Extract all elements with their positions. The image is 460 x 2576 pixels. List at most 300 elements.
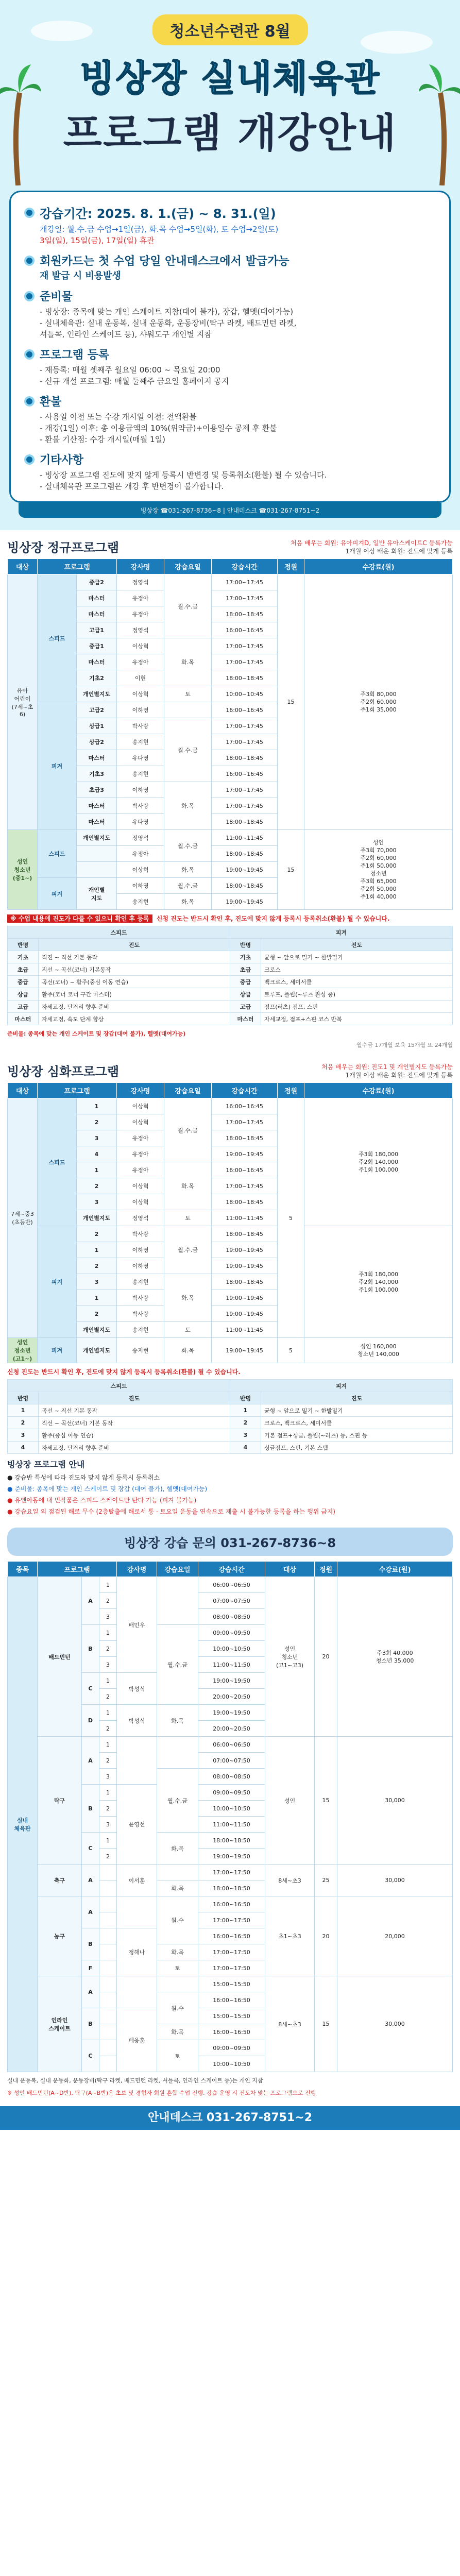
level-cell: 중급 [230, 976, 261, 988]
session-cell [99, 2040, 117, 2056]
progress-cell: 점프(러츠) 점프, 스핀 [261, 1001, 453, 1013]
regular-progress-table [7, 926, 453, 1025]
level-cell: 기초 [230, 951, 261, 963]
program-level-cell: 3 [77, 1194, 117, 1210]
program-level-cell: 기초3 [77, 766, 117, 782]
sport-cell: 인라인 스케이트 [38, 1976, 82, 2072]
program-level-cell [77, 846, 117, 862]
time-cell: 15:00~15:50 [198, 2008, 265, 2024]
weekday-cell: 월.수.금 [164, 878, 212, 894]
capacity-cell: 5 [278, 1338, 304, 1363]
bullet-icon [24, 349, 35, 360]
level-cell: 상급 [8, 988, 39, 1001]
class-code-cell: C [82, 1833, 99, 1865]
table-row [8, 1896, 453, 1912]
weekday-cell [164, 702, 212, 718]
time-cell: 20:00~20:50 [198, 1721, 265, 1737]
progress-cell: 크로스 [261, 963, 453, 976]
class-code-cell: A [82, 1865, 99, 1896]
program-level-cell: 개인별지도 [77, 1338, 117, 1363]
regular-table [7, 558, 453, 910]
coach-cell: 박사랑 [117, 798, 164, 814]
coach-cell: 송지현 [117, 1338, 164, 1363]
time-cell: 16:00~16:50 [198, 1992, 265, 2008]
coach-cell: 유정아 [117, 1130, 164, 1146]
program-level-cell: 상급1 [77, 718, 117, 734]
coach-cell: 송지현 [117, 1322, 164, 1338]
coach-cell: 이서훈 [117, 1865, 157, 1896]
period-title: 강습기간: 2025. 8. 1.(금) ~ 8. 31.(일) [40, 207, 276, 221]
time-cell: 16:00~16:45 [212, 1162, 278, 1178]
time-cell: 17:00~17:45 [212, 798, 278, 814]
session-cell: 3 [99, 1609, 117, 1625]
time-cell: 19:00~19:45 [212, 1290, 278, 1306]
time-cell: 17:00~17:45 [212, 1114, 278, 1130]
coach-cell: 이상혁 [117, 638, 164, 654]
weekday-cell: 월.수.금 [157, 1625, 198, 1705]
table-row [8, 976, 453, 988]
coach-cell: 이상혁 [117, 1114, 164, 1130]
table-row [8, 1417, 453, 1429]
gym-foot: 실내 운동복, 실내 운동화, 운동장비(탁구 라켓, 배드민턴 라켓, 셔틀콕, 인라인 스케이트 등)는 개인 지참 [7, 2077, 263, 2084]
session-cell [99, 1912, 117, 1928]
weekday-cell: 화.목 [164, 894, 212, 910]
coach-cell: 윤영선 [117, 1785, 157, 1865]
coach-cell: 정영석 [117, 622, 164, 638]
coach-cell: 이상혁 [117, 686, 164, 702]
column-header: 대상 [8, 1083, 38, 1098]
class-code-cell: C [82, 2040, 99, 2072]
target-cell: 성인 청소년 (중1~) [8, 830, 38, 910]
weekday-cell: 화.목 [164, 1274, 212, 1322]
class-code-cell: C [82, 1673, 99, 1705]
table-row [8, 1013, 453, 1025]
bullet-icon [24, 208, 35, 218]
program-level-cell: 1 [77, 1242, 117, 1258]
time-cell: 10:00~10:50 [198, 1801, 265, 1817]
time-cell: 18:00~18:45 [212, 1194, 278, 1210]
session-cell: 3 [99, 1817, 117, 1833]
program-category-cell: 스피드 [38, 574, 77, 702]
program-level-cell: 3 [77, 1274, 117, 1290]
program-category-cell: 피겨 [38, 1338, 77, 1363]
weekday-cell: 토 [157, 1960, 198, 1976]
class-code-cell: A [82, 1737, 99, 1785]
coach-cell: 이현 [117, 670, 164, 686]
contact-bar: 빙상장 ☎031-267-8736~8 | 안내데스크 ☎031-267-8751~2 [19, 503, 441, 518]
class-code-cell: B [82, 1785, 99, 1833]
class-code-cell: F [82, 1960, 99, 1976]
table-row [8, 1098, 453, 1114]
program-level-cell: 개인별지도 [77, 830, 117, 846]
session-cell: 2 [99, 1593, 117, 1609]
progress-cell: 균형 ~ 앞으로 밀기 ~ 한발밀기 [261, 951, 453, 963]
sport-cell: 축구 [38, 1865, 82, 1896]
level-cell: 상급 [230, 988, 261, 1001]
table-header-row [8, 1083, 453, 1098]
category-cell: 실내 체육관 [8, 1577, 38, 2072]
capacity-cell: 5 [278, 1098, 304, 1338]
time-cell: 19:00~19:45 [212, 1242, 278, 1258]
progress-cell: 활주(코너 코너 구간 마스터) [39, 988, 230, 1001]
weekday-cell: 화.목 [164, 782, 212, 830]
coach-cell: 박사랑 [117, 1290, 164, 1306]
session-cell: 1 [99, 1577, 117, 1593]
session-cell: 2 [99, 1801, 117, 1817]
table-row [8, 1737, 453, 1753]
time-cell: 06:00~06:50 [198, 1577, 265, 1593]
column-header: 진도 [261, 1392, 453, 1404]
rule-item: ● 강습요일 외 점검된 해로 무수 (2층탈출에 해로서 통 · 토요일 운동을 연속으로 제출 시 불가능한 등록을 하는 행위 금지) [7, 1508, 335, 1515]
time-cell: 18:00~18:45 [212, 1274, 278, 1290]
session-cell [99, 1944, 117, 1960]
target-cell: 성인 [265, 1737, 315, 1865]
level-cell: 기초 [8, 951, 39, 963]
progress-cell: 균형 ~ 앞으로 밀기 ~ 한발밀기 [261, 1404, 453, 1417]
column-header: 진도 [39, 939, 230, 951]
time-cell: 18:00~18:45 [212, 606, 278, 622]
column-header: 반명 [8, 1392, 39, 1404]
hero-banner [0, 0, 460, 185]
weekday-cell [157, 1976, 198, 1992]
table-row [8, 951, 453, 963]
gym-foot-2: ※ 성인 배드민턴(A~D반), 탁구(A~B반)은 초보 및 경험자 회원 혼합 수업 진행. 강습 운영 시 진도차 맞는 프로그램으로 진행 [7, 2090, 316, 2096]
gym-table [7, 1561, 453, 2072]
program-level-cell: 3 [77, 1130, 117, 1146]
class-code-cell: A [82, 1577, 99, 1625]
column-header: 수강료(원) [304, 559, 453, 574]
coach-cell: 유정아 [117, 590, 164, 606]
weekday-cell: 월.수.금 [157, 1769, 198, 1833]
program-level-cell: 마스터 [77, 654, 117, 670]
progress-cell: 직진 ~ 직선 기본 동작 [39, 951, 230, 963]
program-category-cell: 피겨 [38, 1226, 77, 1338]
session-cell: 2 [99, 1641, 117, 1657]
program-level-cell: 1 [77, 1290, 117, 1306]
table-row [8, 1404, 453, 1417]
coach-cell: 이하영 [117, 878, 164, 894]
column-header: 강습시간 [198, 1562, 265, 1577]
weekday-cell: 월.수 [157, 1896, 198, 1944]
session-cell [99, 1880, 117, 1896]
time-cell: 09:00~09:50 [198, 2040, 265, 2056]
time-cell: 17:00~17:45 [212, 638, 278, 654]
refund-line: - 환불 기산점: 수강 개시일(매월 1일) [40, 435, 165, 444]
level-cell: 2 [230, 1417, 261, 1429]
class-code-cell: B [82, 2008, 99, 2040]
coach-cell: 송지현 [117, 894, 164, 910]
cloud-icon [31, 21, 93, 41]
info-desk-bar: 안내데스크 031-267-8751~2 [0, 2106, 460, 2130]
fee-cell: 주3회 180,000 주2회 140,000 주1회 100,000 [304, 1098, 453, 1226]
reg-title: 프로그램 등록 [40, 349, 110, 362]
program-level-cell: 상급2 [77, 734, 117, 750]
prep-section [24, 288, 436, 340]
class-code-cell: A [82, 1976, 99, 2008]
capacity-cell: 15 [315, 1976, 337, 2072]
progress-cell: 직선 ~ 곡선(코너) 기본 동작 [39, 1417, 230, 1429]
level-cell: 1 [230, 1404, 261, 1417]
weekday-cell: 월.수.금 [164, 1098, 212, 1162]
figure-progress-header: 피겨 [230, 1380, 453, 1392]
session-cell: 1 [99, 1625, 117, 1641]
column-header: 대상 [8, 559, 38, 574]
session-cell: 2 [99, 1721, 117, 1737]
table-row [8, 988, 453, 1001]
advanced-warn: 신청 진도는 반드시 확인 후, 진도에 맞지 않게 등록시 등록취소(환불) 될 수 있습니다. [7, 1368, 241, 1376]
prep-line: - 실내체육관: 실내 운동복, 실내 운동화, 운동장비(탁구 라켓, 배드민턴 라켓, [40, 318, 297, 328]
target-cell: 8세~초3 [265, 1865, 315, 1896]
advanced-progress-table [7, 1379, 453, 1454]
time-cell: 18:00~18:50 [198, 1833, 265, 1849]
program-level-cell: 마스터 [77, 814, 117, 830]
etc-title: 기타사항 [40, 454, 84, 467]
program-level-cell: 개인별지도 [77, 686, 117, 702]
program-level-cell: 개인별지도 [77, 1322, 117, 1338]
time-cell: 16:00~16:50 [198, 2024, 265, 2040]
regular-prep-note: 준비물: 종목에 맞는 개인 스케이트 및 장갑(대여 불가), 헬멧(대여가능) [7, 1030, 186, 1037]
column-header: 프로그램 [38, 1562, 117, 1577]
progress-cell: 곡선(코너) ~ 활주(중심 이동 연습) [39, 976, 230, 988]
time-cell: 18:00~18:45 [212, 750, 278, 766]
capacity-cell: 15 [278, 574, 304, 830]
program-level-cell: 마스터 [77, 798, 117, 814]
level-cell: 3 [230, 1429, 261, 1442]
coach-cell: 유다영 [117, 814, 164, 830]
column-header: 대상 [265, 1562, 315, 1577]
time-cell: 11:00~11:45 [212, 1210, 278, 1226]
gym-section [0, 1561, 460, 2099]
advanced-note-1: 처음 배우는 회원: 진도1 및 개인별지도 등록가능 [321, 1063, 453, 1071]
time-cell: 10:00~10:50 [198, 2056, 265, 2072]
class-code-cell: A [82, 1896, 99, 1928]
bullet-icon [24, 396, 35, 406]
weekday-cell: 토 [164, 1322, 212, 1338]
coach-cell: 박성식 [117, 1705, 157, 1737]
time-cell: 17:00~17:50 [198, 1944, 265, 1960]
time-cell: 17:00~17:50 [198, 1865, 265, 1880]
weekday-cell: 화.목 [157, 1705, 198, 1737]
level-cell: 중급 [8, 976, 39, 988]
target-cell: 유아 어린이 (7세~초6) [8, 574, 38, 830]
progress-cell: 기본 점프+싱글, 플립(~러츠) 등, 스핀 등 [261, 1429, 453, 1442]
session-cell: 3 [99, 1657, 117, 1673]
advanced-title: 빙상장 심화프로그램 [7, 1064, 120, 1079]
column-header: 정원 [278, 559, 304, 574]
time-cell: 18:00~18:45 [212, 670, 278, 686]
regular-title: 빙상장 정규프로그램 [7, 540, 120, 555]
program-category-cell: 피겨 [38, 878, 77, 910]
time-cell: 18:00~18:45 [212, 846, 278, 862]
capacity-cell: 15 [278, 830, 304, 910]
program-level-cell: 마스터 [77, 590, 117, 606]
program-level-cell: 기초2 [77, 670, 117, 686]
fee-cell: 20,000 [337, 1896, 453, 1976]
target-cell: 성인 청소년 (고1~고3) [265, 1577, 315, 1737]
session-cell: 1 [99, 1785, 117, 1801]
time-cell: 10:00~10:50 [198, 1641, 265, 1657]
target-cell: 8세~초3 [265, 1976, 315, 2072]
weekday-cell [157, 1865, 198, 1880]
level-cell: 초급 [8, 963, 39, 976]
coach-cell: 정영석 [117, 574, 164, 590]
table-row [8, 1338, 453, 1363]
time-cell: 06:00~06:50 [198, 1737, 265, 1753]
time-cell: 17:00~17:50 [198, 1960, 265, 1976]
weekday-cell: 화.목 [157, 1833, 198, 1865]
program-level-cell: 2 [77, 1226, 117, 1242]
rules-section [0, 1456, 460, 1522]
time-cell: 17:00~17:45 [212, 1178, 278, 1194]
capacity-cell: 15 [315, 1737, 337, 1865]
level-cell: 초급 [230, 963, 261, 976]
time-cell: 11:00~11:45 [212, 830, 278, 846]
time-cell: 19:00~19:45 [212, 894, 278, 910]
session-cell [99, 1928, 117, 1944]
time-cell: 08:00~08:50 [198, 1769, 265, 1785]
refund-line: - 개강(1일) 이후: 총 이용금액의 10%(위약금)+이용일수 공제 후 환불 [40, 423, 277, 433]
weekday-cell: 월.수.금 [164, 1226, 212, 1274]
coach-cell [117, 1896, 157, 1928]
coach-cell: 이상혁 [117, 1194, 164, 1210]
time-cell: 16:00~16:45 [212, 622, 278, 638]
hero-title-line2: 프로그램 개강안내 [63, 110, 397, 157]
coach-cell: 배응훈 [117, 2008, 157, 2072]
table-header-row [8, 559, 453, 574]
weekday-cell: 월.수.금 [164, 830, 212, 862]
session-cell [99, 1896, 117, 1912]
session-cell: 1 [99, 1737, 117, 1753]
weekday-cell: 월.수.금 [164, 574, 212, 638]
refund-line: - 사용일 이전 또는 수강 개시일 이전: 전액환불 [40, 412, 197, 421]
level-cell: 4 [230, 1442, 261, 1454]
level-cell: 3 [8, 1429, 39, 1442]
table-row [8, 1976, 453, 1992]
weekday-cell: 월.수 [157, 1992, 198, 2024]
reg-line: - 재등록: 매월 셋째주 월요일 06:00 ~ 목요일 20:00 [40, 365, 220, 375]
program-level-cell: 1 [77, 1162, 117, 1178]
time-cell: 09:00~09:50 [198, 1625, 265, 1641]
column-header: 정원 [315, 1562, 337, 1577]
time-cell: 19:00~19:45 [212, 1306, 278, 1322]
program-level-cell: 2 [77, 1178, 117, 1194]
session-cell [99, 1960, 117, 1976]
coach-cell: 정영석 [117, 830, 164, 846]
column-header: 강습요일 [164, 559, 212, 574]
program-level-cell: 2 [77, 1306, 117, 1322]
column-header: 강습요일 [157, 1562, 198, 1577]
fee-cell: 30,000 [337, 1737, 453, 1865]
sport-cell: 배드민턴 [38, 1577, 82, 1737]
column-header: 강습시간 [212, 559, 278, 574]
coach-cell: 유정아 [117, 606, 164, 622]
time-cell: 20:00~20:50 [198, 1689, 265, 1705]
session-cell: 1 [99, 1673, 117, 1689]
warn-box: ※ 수업 내용에 진도가 다를 수 있으니 확인 후 등록 [7, 914, 152, 923]
time-cell: 19:00~19:50 [198, 1705, 265, 1721]
program-category-cell: 스피드 [38, 1098, 77, 1226]
level-cell: 2 [8, 1417, 39, 1429]
bullet-icon [24, 291, 35, 301]
target-cell: 초1~초3 [265, 1896, 315, 1976]
reg-line: - 신규 개설 프로그램: 매월 둘째주 금요일 홈페이지 공지 [40, 377, 229, 386]
progress-cell: 자세교정, 단거리 향후 준비 [39, 1001, 230, 1013]
weekday-cell [157, 1577, 198, 1625]
target-cell: 성인 청소년 (고1~) [8, 1338, 38, 1363]
time-cell: 11:00~11:50 [198, 1657, 265, 1673]
time-cell: 19:00~19:45 [212, 1258, 278, 1274]
prep-line: - 빙상장: 종목에 맞는 개인 스케이트 지참(대여 불가), 장갑, 헬멧(대여가능) [40, 307, 294, 316]
fee-cell: 주3회 40,000 청소년 35,000 [337, 1577, 453, 1737]
level-cell: 마스터 [8, 1013, 39, 1025]
program-category-cell: 피겨 [38, 702, 77, 830]
time-cell: 17:00~17:45 [212, 590, 278, 606]
card-title: 회원카드는 첫 수업 당일 안내데스크에서 발급가능 [40, 255, 289, 268]
column-header: 반명 [230, 939, 261, 951]
ice-rink-contact-banner: 빙상장 강습 문의 031-267-8736~8 [7, 1528, 453, 1556]
fee-cell: 성인 주3회 70,000 주2회 60,000 주1회 50,000 청소년 주3회 65,000 주2회 50,000 주1회 40,000 [304, 830, 453, 910]
program-level-cell: 4 [77, 1146, 117, 1162]
column-header: 진도 [261, 939, 453, 951]
etc-section [24, 451, 436, 492]
coach-cell: 송지현 [117, 1274, 164, 1290]
coach-cell: 이상혁 [117, 1178, 164, 1194]
capacity-cell: 25 [315, 1865, 337, 1896]
table-row [8, 1226, 453, 1242]
time-cell: 18:00~18:50 [198, 1880, 265, 1896]
coach-cell: 유정아 [117, 846, 164, 862]
session-cell: 1 [99, 1833, 117, 1849]
coach-cell: 이하영 [117, 1258, 164, 1274]
column-header: 반명 [230, 1392, 261, 1404]
program-level-cell: 초급3 [77, 782, 117, 798]
sport-cell: 농구 [38, 1896, 82, 1976]
table-row [8, 1442, 453, 1454]
session-cell: 1 [99, 1705, 117, 1721]
column-header: 강습요일 [164, 1083, 212, 1098]
coach-cell [117, 1737, 157, 1785]
program-level-cell: 마스터 [77, 606, 117, 622]
session-cell [99, 2024, 117, 2040]
advanced-table [7, 1082, 453, 1363]
column-header: 프로그램 [38, 1083, 117, 1098]
level-cell: 고급 [8, 1001, 39, 1013]
fee-cell: 주3회 80,000 주2회 60,000 주1회 35,000 [304, 574, 453, 830]
session-cell [99, 1865, 117, 1880]
fee-cell: 30,000 [337, 1976, 453, 2072]
coach-cell: 유다영 [117, 750, 164, 766]
info-card [9, 191, 451, 503]
coach-cell: 정영석 [117, 1210, 164, 1226]
weekday-cell: 토 [164, 1210, 212, 1226]
time-cell: 10:00~10:45 [212, 686, 278, 702]
session-cell [99, 2056, 117, 2072]
program-level-cell: 중급1 [77, 638, 117, 654]
program-level-cell: 1 [77, 1098, 117, 1114]
class-code-cell: B [82, 1928, 99, 1960]
time-cell: 16:00~16:45 [212, 702, 278, 718]
bullet-icon [24, 454, 35, 465]
program-level-cell: 개인별 지도 [77, 878, 117, 910]
progress-cell: 자세교정, 속도 단계 향상 [39, 1013, 230, 1025]
table-row [8, 1865, 453, 1880]
program-level-cell: 중급2 [77, 574, 117, 590]
card-section [24, 252, 436, 282]
open-line: 개강일: 월.수.금 수업→1일(금), 화.목 수업→5일(화), 토 수업→2일(토) [40, 225, 279, 234]
program-category-cell: 스피드 [38, 830, 77, 878]
column-header: 강사명 [117, 559, 164, 574]
class-code-cell: D [82, 1705, 99, 1737]
